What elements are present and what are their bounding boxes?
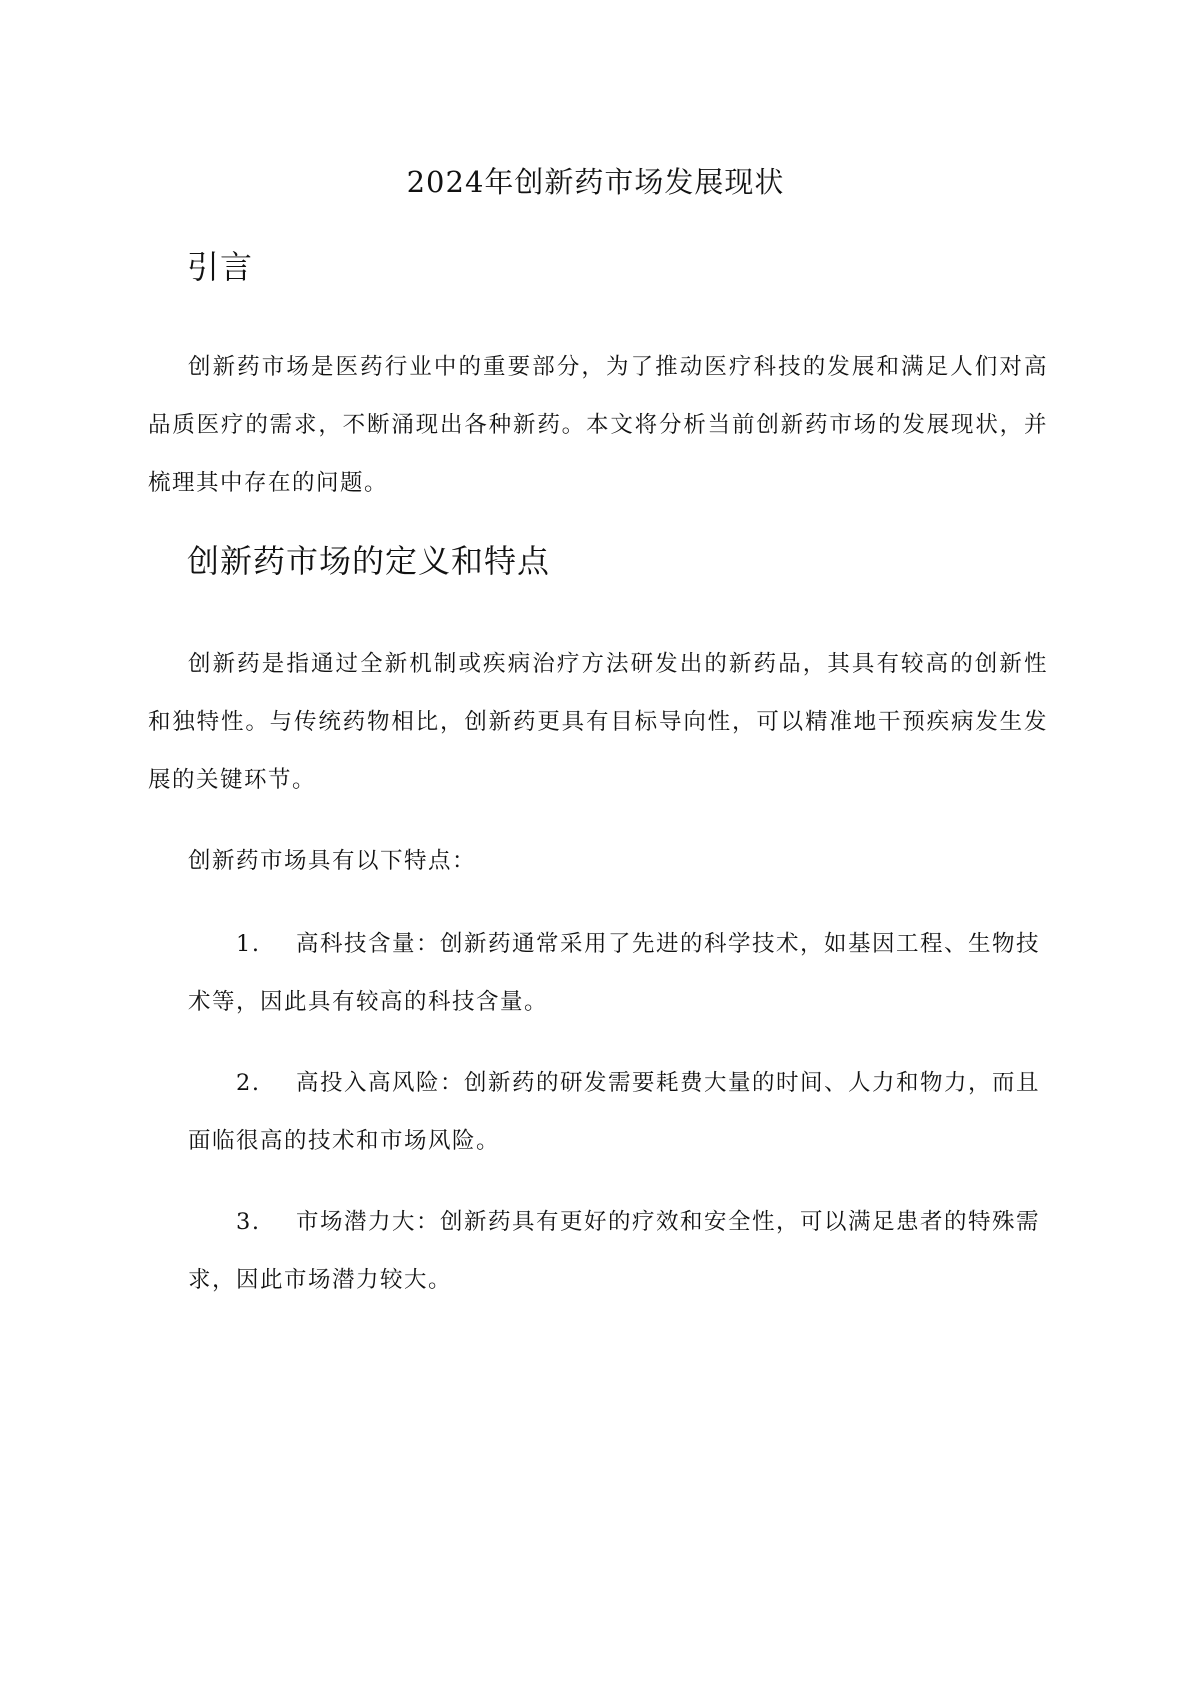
list-item-number: 2.: [236, 1070, 261, 1096]
section-heading-introduction: 引言: [187, 248, 254, 286]
intro-paragraph: 创新药市场是医药行业中的重要部分，为了推动医疗科技的发展和满足人们对高品质医疗的需求，不断涌现出各种新药。本文将分析当前创新药市场的发展现状，并梳理其中存在的问题。: [148, 354, 1048, 496]
list-item-text: 高科技含量：创新药通常采用了先进的科学技术，如基因工程、生物技术等，因此具有较高的科技含量。: [188, 931, 1041, 1015]
list-item-number: 3.: [236, 1209, 261, 1235]
document-title: 2024年创新药市场发展现状: [406, 165, 785, 199]
definition-paragraph: 创新药是指通过全新机制或疾病治疗方法研发出的新药品，其具有较高的创新性和独特性。与传统药物相比，创新药更具有目标导向性，可以精准地干预疾病发生发展的关键环节。: [148, 651, 1048, 793]
list-item: [188, 1054, 1040, 1170]
list-item-number: 1.: [236, 931, 261, 957]
features-intro-paragraph: 创新药市场具有以下特点：: [188, 848, 477, 874]
section-heading-definition: 创新药市场的定义和特点: [187, 542, 551, 580]
list-item-text: 市场潜力大：创新药具有更好的疗效和安全性，可以满足患者的特殊需求，因此市场潜力较大。: [188, 1209, 1041, 1293]
list-item: [188, 915, 1040, 1031]
list-item-text: 高投入高风险：创新药的研发需要耗费大量的时间、人力和物力，而且面临很高的技术和市场风险。: [188, 1070, 1041, 1154]
list-item: [188, 1193, 1040, 1309]
